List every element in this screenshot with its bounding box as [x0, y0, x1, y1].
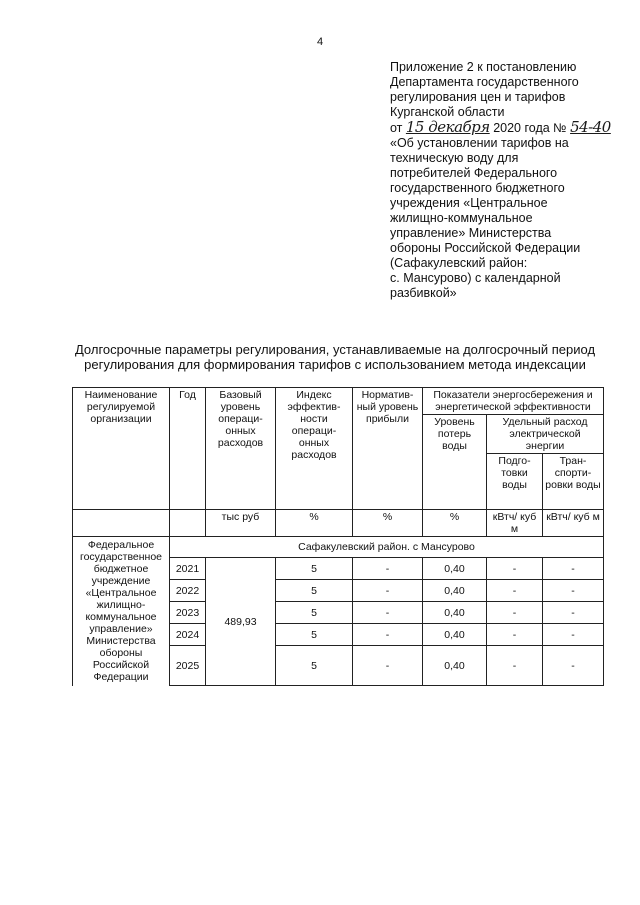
year-cell: 2021 [170, 558, 206, 580]
col-header-base: Базовый уровень операци- онных расходов [206, 388, 276, 510]
parameters-table [72, 387, 604, 686]
appendix-title-line: техническую воду для [390, 151, 519, 165]
transport-cell: - [543, 580, 604, 602]
appendix-title-line: жилищно-коммунальное [390, 211, 533, 225]
date-middle: 2020 года № [493, 121, 567, 135]
col-header-org: Наименование регулируемой организации [73, 388, 170, 510]
unit-profit: % [353, 510, 423, 537]
year-cell: 2025 [170, 646, 206, 686]
col-header-transport: Тран- спорти- ровки воды [543, 454, 604, 510]
appendix-line: Курганской области [390, 105, 505, 119]
region-row [73, 537, 604, 558]
profit-cell: - [353, 646, 423, 686]
appendix-title-line: государственного бюджетного [390, 181, 565, 195]
year-cell: 2023 [170, 602, 206, 624]
units-row [73, 510, 604, 537]
transport-cell: - [543, 646, 604, 686]
losses-cell: 0,40 [423, 646, 487, 686]
heading-line: регулирования для формирования тарифов с использованием метода индексации [84, 357, 586, 372]
prep-cell: - [487, 558, 543, 580]
appendix-date-line [390, 120, 630, 136]
index-cell: 5 [276, 646, 353, 686]
appendix-title-line: управление» Министерства [390, 226, 552, 240]
col-header-profit: Норматив- ный уровень прибыли [353, 388, 423, 510]
prep-cell: - [487, 602, 543, 624]
handwritten-date: 15 декабря [405, 118, 490, 136]
transport-cell: - [543, 602, 604, 624]
transport-cell: - [543, 624, 604, 646]
page-number: 4 [316, 36, 324, 48]
appendix-title-line: «Об установлении тарифов на [390, 136, 569, 150]
year-cell: 2024 [170, 624, 206, 646]
losses-cell: 0,40 [423, 624, 487, 646]
unit-base: тыс руб [206, 510, 276, 537]
index-cell: 5 [276, 558, 353, 580]
prep-cell: - [487, 646, 543, 686]
appendix-title-line: обороны Российской Федерации [390, 241, 581, 255]
profit-cell: - [353, 580, 423, 602]
appendix-title-line: с. Мансурово) с календарной [390, 271, 561, 285]
prep-cell: - [487, 624, 543, 646]
profit-cell: - [353, 624, 423, 646]
col-header-prep: Подго- товки воды [487, 454, 543, 510]
appendix-line: Департамента государственного [390, 75, 579, 89]
date-prefix: от [390, 121, 403, 135]
region-cell: Сафакулевский район. с Мансурово [170, 537, 604, 558]
year-cell: 2022 [170, 580, 206, 602]
col-header-index: Индекс эффектив- ности операци- онных расходов [276, 388, 353, 510]
document-heading [40, 342, 630, 372]
appendix-title-line: разбивкой» [390, 286, 457, 300]
appendix-title-line: учреждения «Центральное [390, 196, 548, 210]
losses-cell: 0,40 [423, 558, 487, 580]
col-header-energy-group: Показатели энергосбережения и энергетической эффективности [423, 388, 604, 415]
header-row [73, 388, 604, 415]
appendix-line: Приложение 2 к постановлению [390, 60, 577, 74]
col-header-specific-group: Удельный расход электрической энергии [487, 415, 604, 454]
handwritten-number: 54-40 [570, 118, 611, 136]
heading-line: Долгосрочные параметры регулирования, устанавливаемые на долгосрочный период [74, 342, 596, 357]
unit-losses: % [423, 510, 487, 537]
unit-prep: кВтч/ куб м [487, 510, 543, 537]
losses-cell: 0,40 [423, 602, 487, 624]
appendix-line: регулирования цен и тарифов [390, 90, 566, 104]
index-cell: 5 [276, 624, 353, 646]
col-header-year: Год [170, 388, 206, 510]
profit-cell: - [353, 558, 423, 580]
col-header-losses: Уровень потерь воды [423, 415, 487, 510]
appendix-title-line: потребителей Федерального [390, 166, 558, 180]
base-value-cell: 489,93 [206, 558, 276, 686]
transport-cell: - [543, 558, 604, 580]
org-name-cell: Федеральное государственное бюджетное учреждение «Центральное жилищно- коммунальное управление» Министерства обороны Российской Федерации [73, 537, 170, 686]
index-cell: 5 [276, 602, 353, 624]
unit-cell [73, 510, 170, 537]
prep-cell: - [487, 580, 543, 602]
appendix-title-line: (Сафакулевский район: [390, 256, 528, 270]
unit-cell [170, 510, 206, 537]
unit-index: % [276, 510, 353, 537]
losses-cell: 0,40 [423, 580, 487, 602]
appendix-block [390, 60, 630, 301]
unit-transport: кВтч/ куб м [543, 510, 604, 537]
index-cell: 5 [276, 580, 353, 602]
profit-cell: - [353, 602, 423, 624]
